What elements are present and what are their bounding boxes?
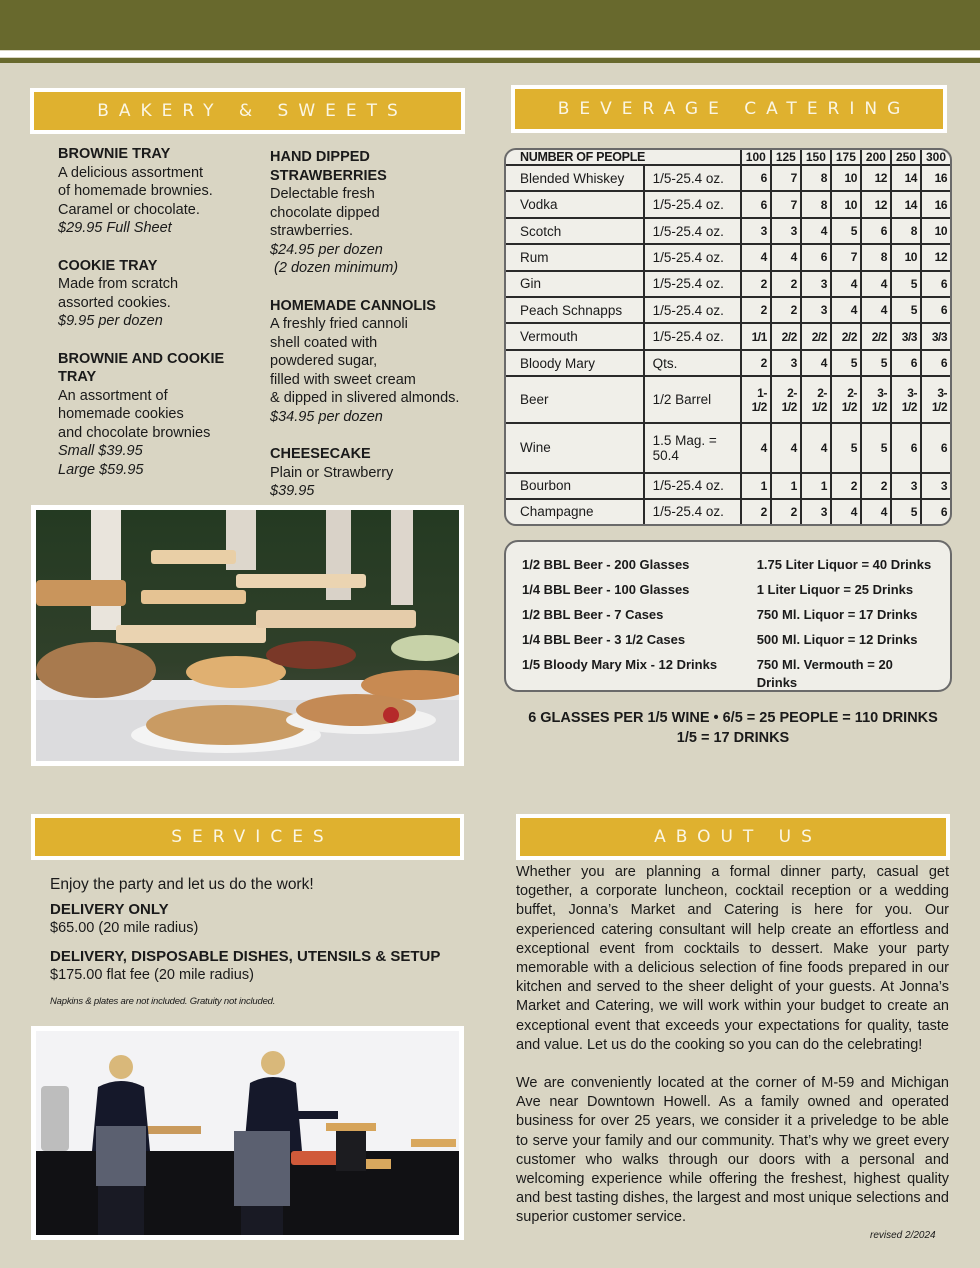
service-price: $175.00 flat fee (20 mile radius) bbox=[50, 967, 254, 983]
people-count-header: 300 bbox=[921, 150, 950, 165]
menu-item-title: BROWNIE TRAY bbox=[58, 146, 171, 162]
quantity-cell: 5 bbox=[831, 218, 861, 244]
service-item bbox=[50, 948, 470, 985]
menu-item-description: assorted cookies. bbox=[58, 294, 171, 311]
conversion-item: 1 Liter Liquor = 25 Drinks bbox=[756, 582, 914, 597]
quantity-cell: 8 bbox=[861, 244, 891, 270]
quantity-cell: 10 bbox=[831, 191, 861, 217]
quantity-cell: 7 bbox=[771, 165, 801, 191]
beverage-size: 1/5-25.4 oz. bbox=[644, 271, 741, 297]
conversion-item: 1/4 BBL Beer - 100 Glasses bbox=[522, 582, 690, 597]
conversion-item: 1/2 BBL Beer - 7 Cases bbox=[522, 607, 664, 622]
quantity-cell: 2/2 bbox=[831, 323, 861, 349]
quantity-cell: 3 bbox=[801, 271, 831, 297]
about-paragraph: Whether you are planning a formal dinner party, casual get together, a corporate luncheon, cocktail reception or a wedding buffet, Jonna’s Market and Catering is here for you. Our experienced catering consultant will help create an effortless and exceptional event from cocktails to dessert. Make your party memorable with a delicious selection of fine foods prepared in our kitchen and served to the sheer delight of your guests. At Jonna’s Market and Catering, we will work within your budget to create an exceptional event that exceeds your expectations for quality, taste and value. Let us do the cooking so you can do the celebrating! bbox=[516, 864, 949, 1053]
quantity-cell: 3 bbox=[801, 297, 831, 323]
quantity-cell: 1 bbox=[741, 473, 771, 499]
staff-illustration bbox=[36, 1031, 459, 1235]
quantity-cell: 3/3 bbox=[921, 323, 950, 349]
number-of-people-header: NUMBER OF PEOPLE bbox=[506, 150, 741, 165]
menu-item-description: A freshly fried cannoli bbox=[270, 316, 408, 332]
quantity-cell: 2/2 bbox=[861, 323, 891, 349]
quantity-cell: 4 bbox=[771, 244, 801, 270]
quantity-cell: 5 bbox=[891, 297, 921, 323]
quantity-cell: 6 bbox=[921, 423, 950, 473]
quantity-cell: 4 bbox=[741, 423, 771, 473]
buffet-photo bbox=[31, 505, 464, 766]
menu-item-description: A delicious assortment bbox=[58, 164, 204, 181]
table-row bbox=[506, 473, 950, 499]
beverage-table bbox=[504, 148, 952, 526]
menu-item-description: An assortment of bbox=[58, 387, 168, 404]
quantity-cell: 10 bbox=[921, 218, 950, 244]
conversion-list-left bbox=[522, 556, 757, 690]
service-title: DELIVERY ONLY bbox=[50, 900, 169, 918]
menu-item-description: Delectable fresh bbox=[270, 186, 375, 202]
quantity-cell: 2 bbox=[771, 499, 801, 524]
table-row bbox=[506, 499, 950, 524]
quantity-cell: 2 bbox=[771, 297, 801, 323]
menu-item-price: $9.95 per dozen bbox=[58, 313, 163, 329]
beverage-name: Beer bbox=[506, 376, 644, 423]
quantity-cell: 1-1/2 bbox=[741, 376, 771, 423]
quantity-cell: 2-1/2 bbox=[801, 376, 831, 423]
quantity-cell: 3 bbox=[921, 473, 950, 499]
buffet-illustration bbox=[36, 510, 459, 761]
beverage-quantity-table bbox=[506, 150, 950, 524]
menu-item bbox=[58, 350, 263, 480]
quantity-cell: 14 bbox=[891, 165, 921, 191]
beverage-name: Bloody Mary bbox=[506, 350, 644, 376]
quantity-cell: 16 bbox=[921, 191, 950, 217]
services-intro: Enjoy the party and let us do the work! bbox=[50, 876, 314, 893]
note-line-1: 6 GLASSES PER 1/5 WINE • 6/5 = 25 PEOPLE = 110 DRINKS bbox=[528, 710, 938, 726]
menu-item-title: HAND DIPPED STRAWBERRIES bbox=[270, 149, 387, 184]
conversion-item: 500 Ml. Liquor = 12 Drinks bbox=[756, 632, 918, 647]
table-row bbox=[506, 350, 950, 376]
services-banner bbox=[31, 814, 464, 860]
beverage-name: Rum bbox=[506, 244, 644, 270]
quantity-cell: 3 bbox=[891, 473, 921, 499]
menu-item-price: (2 dozen minimum) bbox=[270, 260, 399, 276]
quantity-cell: 14 bbox=[891, 191, 921, 217]
quantity-cell: 1/1 bbox=[741, 323, 771, 349]
quantity-cell: 2 bbox=[741, 499, 771, 524]
menu-item-price: $24.95 per dozen bbox=[270, 241, 383, 258]
beverage-size: 1/5-25.4 oz. bbox=[644, 191, 741, 217]
people-count-header: 250 bbox=[891, 150, 921, 165]
beverage-size: 1/5-25.4 oz. bbox=[644, 323, 741, 349]
table-row bbox=[506, 297, 950, 323]
people-count-header: 150 bbox=[801, 150, 831, 165]
beverage-name: Peach Schnapps bbox=[506, 297, 644, 323]
service-price: $65.00 (20 mile radius) bbox=[50, 920, 199, 936]
people-count-header: 125 bbox=[771, 150, 801, 165]
quantity-cell: 5 bbox=[861, 350, 891, 376]
quantity-cell: 6 bbox=[741, 165, 771, 191]
quantity-cell: 2 bbox=[861, 473, 891, 499]
beverage-name: Vermouth bbox=[506, 323, 644, 349]
quantity-cell: 3-1/2 bbox=[861, 376, 891, 423]
menu-item-title: BROWNIE AND COOKIE TRAY bbox=[58, 350, 225, 385]
quantity-cell: 6 bbox=[801, 244, 831, 270]
quantity-cell: 6 bbox=[921, 271, 950, 297]
services-content bbox=[50, 876, 470, 1011]
bakery-column-right bbox=[270, 148, 475, 520]
quantity-cell: 4 bbox=[771, 423, 801, 473]
beverage-size: 1/5-25.4 oz. bbox=[644, 218, 741, 244]
menu-item-description: and chocolate brownies bbox=[58, 424, 211, 441]
quantity-cell: 4 bbox=[801, 218, 831, 244]
beverage-name: Bourbon bbox=[506, 473, 644, 499]
beverage-name: Blended Whiskey bbox=[506, 165, 644, 191]
staff-photo bbox=[31, 1026, 464, 1240]
conversion-item: 1/4 BBL Beer - 3 1/2 Cases bbox=[522, 632, 686, 647]
menu-item-title: CHEESECAKE bbox=[270, 446, 371, 462]
quantity-cell: 4 bbox=[831, 271, 861, 297]
quantity-cell: 3 bbox=[801, 499, 831, 524]
beverage-size: 1/5-25.4 oz. bbox=[644, 297, 741, 323]
table-row bbox=[506, 191, 950, 217]
menu-item-description: homemade cookies bbox=[58, 406, 184, 422]
quantity-cell: 12 bbox=[921, 244, 950, 270]
beverage-size: 1/2 Barrel bbox=[644, 376, 741, 423]
quantity-cell: 3-1/2 bbox=[891, 376, 921, 423]
quantity-cell: 4 bbox=[861, 271, 891, 297]
quantity-cell: 5 bbox=[831, 350, 861, 376]
beverage-banner bbox=[511, 85, 947, 133]
quantity-cell: 10 bbox=[891, 244, 921, 270]
quantity-cell: 1 bbox=[801, 473, 831, 499]
header-divider bbox=[0, 51, 980, 57]
quantity-cell: 2/2 bbox=[771, 323, 801, 349]
quantity-cell: 5 bbox=[891, 499, 921, 524]
conversion-box bbox=[504, 540, 952, 692]
menu-item-description: strawberries. bbox=[270, 223, 353, 239]
quantity-cell: 5 bbox=[861, 423, 891, 473]
menu-item-description: Plain or Strawberry bbox=[270, 464, 394, 481]
people-count-header: 175 bbox=[831, 150, 861, 165]
quantity-cell: 4 bbox=[801, 350, 831, 376]
conversion-item: 750 Ml. Liquor = 17 Drinks bbox=[756, 607, 918, 622]
menu-item-description: shell coated with bbox=[270, 334, 378, 351]
quantity-cell: 10 bbox=[831, 165, 861, 191]
conversion-list-right bbox=[757, 556, 936, 690]
quantity-cell: 2/2 bbox=[801, 323, 831, 349]
conversion-item: 1/5 Bloody Mary Mix - 12 Drinks bbox=[522, 657, 718, 672]
menu-item bbox=[270, 148, 475, 278]
menu-item-description: Caramel or chocolate. bbox=[58, 201, 200, 218]
quantity-cell: 12 bbox=[861, 191, 891, 217]
table-row bbox=[506, 218, 950, 244]
table-row bbox=[506, 271, 950, 297]
quantity-cell: 6 bbox=[891, 423, 921, 473]
quantity-cell: 2 bbox=[741, 350, 771, 376]
bakery-heading: BAKERY & SWEETS bbox=[34, 92, 461, 130]
menu-item-description: powdered sugar, bbox=[270, 353, 378, 369]
beverage-heading: BEVERAGE CATERING bbox=[515, 89, 943, 129]
quantity-cell: 7 bbox=[771, 191, 801, 217]
menu-item-price: $39.95 bbox=[270, 483, 315, 499]
about-heading: ABOUT US bbox=[520, 818, 946, 856]
conversion-item: 750 Ml. Vermouth = 20 Drinks bbox=[756, 657, 893, 690]
menu-item-title: HOMEMADE CANNOLIS bbox=[270, 297, 436, 314]
header-bar bbox=[0, 0, 980, 50]
quantity-cell: 3 bbox=[771, 350, 801, 376]
note-line-2: 1/5 = 17 DRINKS bbox=[676, 730, 790, 746]
beverage-size: 1/5-25.4 oz. bbox=[644, 244, 741, 270]
beverage-name: Wine bbox=[506, 423, 644, 473]
menu-item-description: filled with sweet cream bbox=[270, 371, 416, 388]
quantity-cell: 8 bbox=[801, 165, 831, 191]
header-rule bbox=[0, 58, 980, 63]
quantity-cell: 3 bbox=[741, 218, 771, 244]
quantity-cell: 4 bbox=[831, 499, 861, 524]
table-row bbox=[506, 323, 950, 349]
menu-item-description: & dipped in slivered almonds. bbox=[270, 390, 460, 406]
menu-item-description: Made from scratch bbox=[58, 276, 179, 292]
menu-item-price: $34.95 per dozen bbox=[270, 408, 383, 425]
quantity-cell: 2 bbox=[831, 473, 861, 499]
quantity-cell: 4 bbox=[741, 244, 771, 270]
quantity-cell: 12 bbox=[861, 165, 891, 191]
quantity-cell: 4 bbox=[861, 499, 891, 524]
services-heading: SERVICES bbox=[35, 818, 460, 856]
quantity-cell: 6 bbox=[921, 297, 950, 323]
quantity-cell: 7 bbox=[831, 244, 861, 270]
quantity-cell: 6 bbox=[921, 499, 950, 524]
wine-conversion-note bbox=[504, 708, 962, 748]
quantity-cell: 3 bbox=[771, 218, 801, 244]
menu-item bbox=[58, 257, 263, 331]
quantity-cell: 8 bbox=[801, 191, 831, 217]
quantity-cell: 2 bbox=[771, 271, 801, 297]
quantity-cell: 8 bbox=[891, 218, 921, 244]
revised-date: revised 2/2024 bbox=[870, 1230, 936, 1241]
quantity-cell: 1 bbox=[771, 473, 801, 499]
quantity-cell: 2 bbox=[741, 297, 771, 323]
quantity-cell: 6 bbox=[891, 350, 921, 376]
people-count-header: 100 bbox=[741, 150, 771, 165]
beverage-size: 1/5-25.4 oz. bbox=[644, 499, 741, 524]
quantity-cell: 4 bbox=[831, 297, 861, 323]
beverage-size: 1/5-25.4 oz. bbox=[644, 473, 741, 499]
table-header-row bbox=[506, 150, 950, 165]
quantity-cell: 5 bbox=[831, 423, 861, 473]
bakery-column-left bbox=[58, 145, 263, 498]
table-row bbox=[506, 423, 950, 473]
beverage-size: 1/5-25.4 oz. bbox=[644, 165, 741, 191]
about-banner bbox=[516, 814, 950, 860]
quantity-cell: 6 bbox=[861, 218, 891, 244]
beverage-size: Qts. bbox=[644, 350, 741, 376]
about-paragraph: We are conveniently located at the corner of M-59 and Michigan Ave near Downtown Howell. As a family owned and operated business for over 25 years, we consider it a priveledge to be able to serve your family and our community. That’s why we greet every customer who walks through our doors with a personal and welcoming experience while offering the freshest, highest quality and best tasting dishes, the largest and most unique selections and superior customer service. bbox=[516, 1075, 949, 1226]
quantity-cell: 4 bbox=[801, 423, 831, 473]
quantity-cell: 2-1/2 bbox=[771, 376, 801, 423]
menu-item-price: Large $59.95 bbox=[58, 461, 144, 478]
menu-item-price: Small $39.95 bbox=[58, 443, 143, 459]
menu-item-description: chocolate dipped bbox=[270, 204, 380, 221]
beverage-name: Gin bbox=[506, 271, 644, 297]
beverage-size: 1.5 Mag. = 50.4 bbox=[644, 423, 741, 473]
bakery-banner bbox=[30, 88, 465, 134]
quantity-cell: 16 bbox=[921, 165, 950, 191]
staff-photo-image bbox=[36, 1031, 459, 1235]
beverage-name: Vodka bbox=[506, 191, 644, 217]
quantity-cell: 2 bbox=[741, 271, 771, 297]
menu-item bbox=[270, 297, 475, 427]
table-row bbox=[506, 244, 950, 270]
conversion-item: 1.75 Liter Liquor = 40 Drinks bbox=[756, 557, 932, 572]
table-row bbox=[506, 376, 950, 423]
quantity-cell: 5 bbox=[891, 271, 921, 297]
service-item bbox=[50, 901, 470, 938]
menu-item-price: $29.95 Full Sheet bbox=[58, 220, 172, 236]
menu-item-title: COOKIE TRAY bbox=[58, 257, 158, 274]
service-title: DELIVERY, DISPOSABLE DISHES, UTENSILS & SETUP bbox=[50, 947, 441, 965]
quantity-cell: 6 bbox=[921, 350, 950, 376]
people-count-header: 200 bbox=[861, 150, 891, 165]
services-fine-print: Napkins & plates are not included. Gratuity not included. bbox=[50, 995, 276, 1007]
conversion-item: 1/2 BBL Beer - 200 Glasses bbox=[522, 557, 690, 572]
menu-item-description: of homemade brownies. bbox=[58, 183, 213, 199]
buffet-photo-image bbox=[36, 510, 459, 761]
quantity-cell: 2-1/2 bbox=[831, 376, 861, 423]
quantity-cell: 6 bbox=[741, 191, 771, 217]
menu-item bbox=[58, 145, 263, 238]
table-row bbox=[506, 165, 950, 191]
beverage-name: Scotch bbox=[506, 218, 644, 244]
beverage-name: Champagne bbox=[506, 499, 644, 524]
quantity-cell: 4 bbox=[861, 297, 891, 323]
menu-item bbox=[270, 445, 475, 501]
quantity-cell: 3/3 bbox=[891, 323, 921, 349]
quantity-cell: 3-1/2 bbox=[921, 376, 950, 423]
about-content bbox=[516, 863, 949, 1247]
